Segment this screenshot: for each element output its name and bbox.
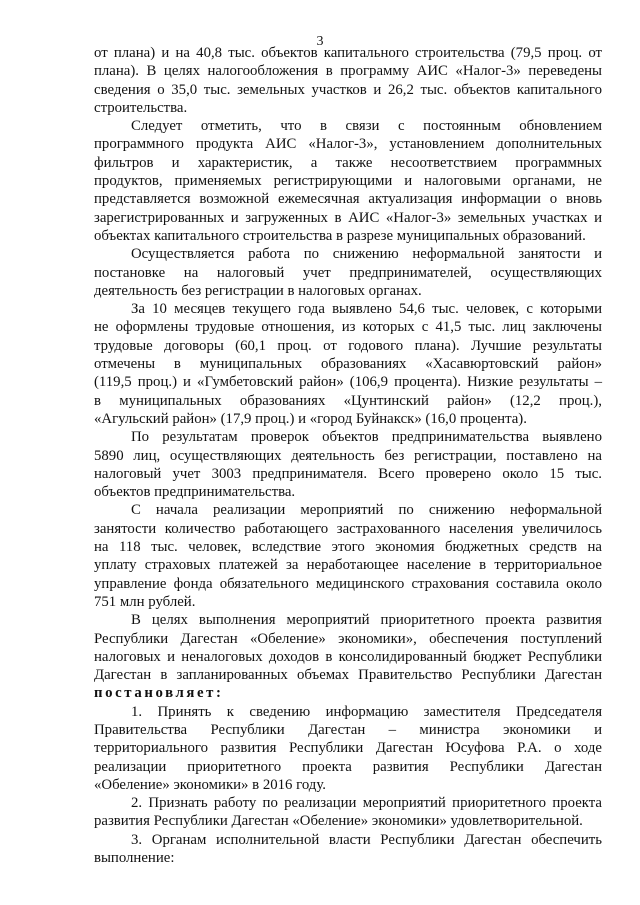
text-line: плана). В целях налогообложения в программу АИС «Налог-3» переведены [94, 63, 602, 80]
text-line: 2. Признать работу по реализации мероприятий приоритетного проекта [131, 795, 602, 812]
text-line: выполнение: [94, 850, 175, 867]
text-line: от плана) и на 40,8 тыс. объектов капитального строительства (79,5 проц. от [94, 45, 602, 61]
text-line: фильтров и характеристик, а также несоответствием программных [94, 154, 602, 171]
page-number: 3 [316, 34, 324, 49]
text-line: продуктов, применяемых регистрирующими и налоговыми органами, не [94, 173, 602, 190]
text-line: в муниципальных образованиях «Цунтинский район» (12,2 проц.), [94, 392, 602, 409]
text-line: не оформлены трудовые отношения, из которых с 41,5 тыс. лиц заключены [94, 319, 602, 336]
text-line: «Обеление» экономики» в 2016 году. [94, 776, 326, 793]
text-line: По результатам проверок объектов предпринимательства выявлено [131, 429, 602, 446]
text-line: 751 млн рублей. [94, 593, 196, 610]
text-line: деятельность без регистрации в налоговых органах. [94, 282, 422, 299]
text-line: трудовые договоры (60,1 проц. от годового плана). Лучшие результаты [94, 337, 602, 354]
text-line: Республики Дагестан «Обеление» экономики», обеспечения поступлений [94, 630, 602, 647]
text-line: За 10 месяцев текущего года выявлено 54,6 тыс. человек, с которыми [131, 301, 602, 318]
text-line: развития Республики Дагестан «Обеление» экономики» удовлетворительной. [94, 813, 583, 830]
text-line: налоговых и неналоговых доходов в консолидированный бюджет Республики [94, 648, 602, 665]
text-line: объектов предпринимательства. [94, 484, 296, 501]
text-line: реализации приоритетного проекта развития Республики Дагестан [94, 758, 602, 775]
text-line: 1. Принять к сведению информацию заместителя Председателя [131, 703, 602, 720]
resolution-keyword: постановляет: [94, 685, 224, 702]
text-line: программного продукта АИС «Налог-3», установлением дополнительных [94, 136, 602, 153]
text-line: объектах капитального строительства в разрезе муниципальных образований. [94, 227, 586, 244]
text-line: управление фонда обязательного медицинского страхования составила около [94, 575, 602, 592]
text-line: 5890 лиц, осуществляющих деятельность без регистрации, поставлено на [94, 447, 602, 464]
text-line: (119,5 проц.) и «Гумбетовский район» (106,9 процента). Низкие результаты – [94, 374, 602, 391]
text-line: зарегистрированных и загруженных в АИС «Налог-3» земельных участках и [94, 209, 602, 226]
text-line: постановке на налоговый учет предпринимателей, осуществляющих [94, 264, 602, 281]
text-line: Дагестан в запланированных объемах Правительство Республики Дагестан [94, 667, 602, 684]
text-line: Правительства Республики Дагестан – министра экономики и [94, 721, 602, 738]
text-line: Следует отметить, что в связи с постоянным обновлением [131, 118, 602, 135]
document-body [94, 44, 602, 867]
text-line: В целях выполнения мероприятий приоритетного проекта развития [131, 612, 602, 629]
text-line: отмечены в муниципальных образованиях «Хасавюртовский район» [94, 356, 602, 373]
text-line: представляется возможной ежемесячная актуализация информации о вновь [94, 191, 602, 208]
text-line: строительства. [94, 99, 188, 116]
text-line: 3. Органам исполнительной власти Республики Дагестан обеспечить [131, 831, 602, 848]
text-line: сведения о 35,0 тыс. земельных участков и 26,2 тыс. объектов капитального [94, 81, 602, 98]
text-line: уплату страховых платежей за неработающее население в территориальное [94, 557, 602, 574]
text-line: занятости количество работающего застрахованного населения увеличилось [94, 520, 602, 537]
text-line: Осуществляется работа по снижению неформальной занятости и [131, 246, 602, 263]
text-line: на 118 тыс. человек, вследствие этого экономия бюджетных средств на [94, 539, 602, 556]
text-line: налоговый учет 3003 предпринимателя. Всего проверено около 15 тыс. [94, 465, 602, 482]
text-line: С начала реализации мероприятий по снижению неформальной [131, 502, 602, 519]
text-line: территориального развития Республики Дагестан Юсуфова Р.А. о ходе [94, 740, 602, 757]
text-line: «Агульский район» (17,9 проц.) и «город Буйнакск» (16,0 процента). [94, 410, 527, 427]
